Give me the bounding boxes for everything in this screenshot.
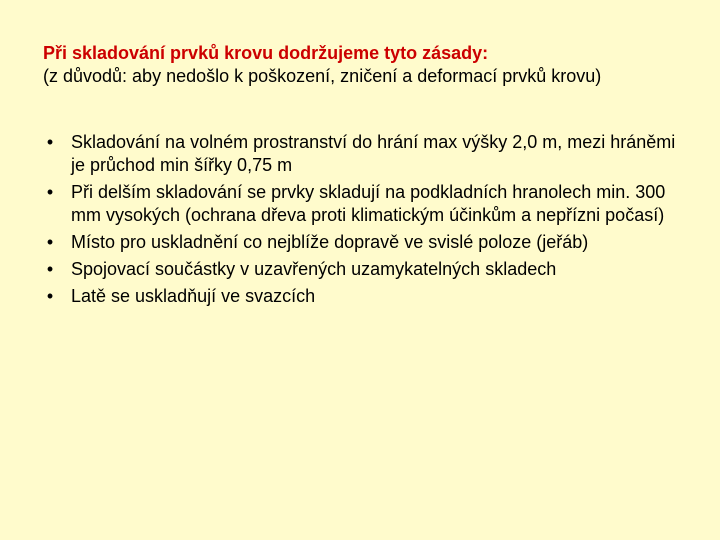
bullet-text: Skladování na volném prostranství do hrání max výšky 2,0 m, mezi hráněmi je průchod min šířky 0,75 m [71, 132, 676, 175]
title-subheading: (z důvodů: aby nedošlo k poškození, zničení a deformací prvků krovu) [43, 66, 602, 86]
list-item [43, 285, 683, 308]
bullet-text: Latě se uskladňují ve svazcích [71, 286, 316, 306]
bullet-marker: • [46, 132, 54, 152]
bullet-marker: • [46, 182, 54, 202]
title-heading: Při skladování prvků krovu dodržujeme tyto zásady: [43, 43, 489, 63]
bullet-marker: • [46, 286, 54, 306]
bullet-list [43, 131, 683, 312]
bullet-marker: • [46, 259, 54, 279]
list-item [43, 258, 683, 281]
bullet-text: Spojovací součástky v uzavřených uzamykatelných skladech [71, 259, 557, 279]
bullet-text: Místo pro uskladnění co nejblíže dopravě ve svislé poloze (jeřáb) [71, 232, 589, 252]
bullet-text: Při delším skladování se prvky skladují na podkladních hranolech min. 300 mm vysokých (ochrana dřeva proti klimatickým účinkům a nepřízni počasí) [71, 182, 666, 225]
list-item [43, 181, 683, 227]
slide-title [43, 42, 703, 88]
list-item [43, 231, 683, 254]
bullet-marker: • [46, 232, 54, 252]
list-item [43, 131, 683, 177]
